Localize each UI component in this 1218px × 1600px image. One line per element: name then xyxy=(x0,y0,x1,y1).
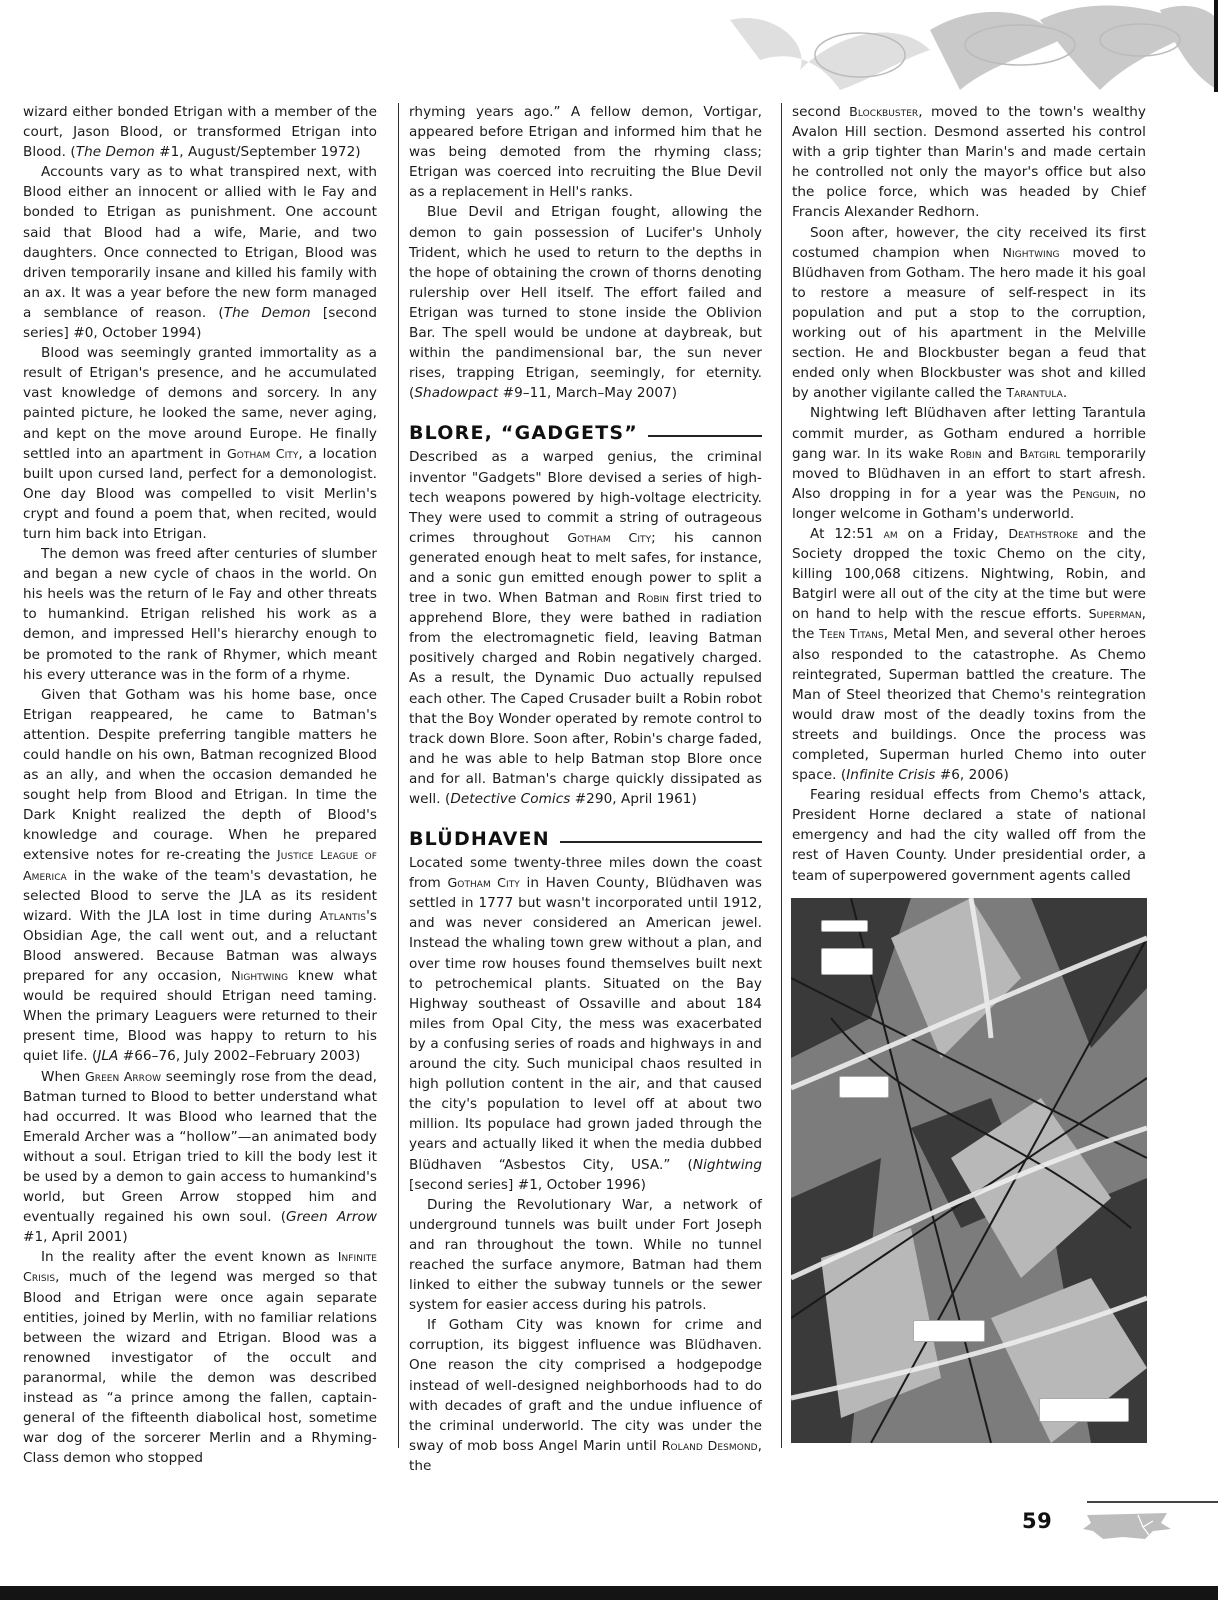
cross-reference: Superman xyxy=(1088,606,1142,622)
bottom-edge-bar xyxy=(0,1586,1218,1600)
entry-heading-bludhaven: BLÜDHAVEN xyxy=(409,827,762,851)
paragraph: Soon after, however, the city received its first costumed champion when Nightwing moved to Blüdhaven from Gotham. The hero made it his goal to restore a measure of self-respect in its population and put a stop to the corruption, working out of his apartment in the Melville section. He and Blockbuster began a feud that ended only when Blockbuster was shot and killed by another vigilante called the Tarantula. xyxy=(792,224,1146,402)
caption-box xyxy=(839,1076,889,1098)
cross-reference: Robin xyxy=(637,590,670,606)
heading-rule xyxy=(648,435,762,437)
caption-box xyxy=(821,948,873,975)
paragraph: During the Revolutionary War, a network of underground tunnels was built under Fort Joseph and ran throughout the town. While no tunnel reached the surface anymore, Batman had them linked to either the subway tunnels or the sewer system for easier access during his patrols. xyxy=(409,1196,762,1314)
paragraph: Nightwing left Blüdhaven after letting Tarantula commit murder, as Gotham endured a horrible gang war. In its wake Robin and Batgirl temporarily moved to Blüdhaven in an effort to start afresh. Also dropping in for a year was the Penguin, no longer welcome in Gotham's underworld. xyxy=(792,405,1147,522)
paragraph: Accounts vary as to what transpired next, with Blood either an innocent or allied with le Fay and bonded to Etrigan as punishment. One account said that Blood had a wife, Marie, and two daughters. Once connected to Etrigan, Blood was driven temporarily insane and killed his family with an ax. It was a year before the new form managed a semblance of reason. (The Demon [second series] #0, October 1994) xyxy=(23,164,377,342)
paragraph: Located some twenty-three miles down the coast from Gotham City in Haven County, Blüdhaven was settled in 1777 but wasn't incorporated until 1912, and was never considered an American jewel. Instead the whaling town grew without a plan, and over time row houses found themselves built next to petrochemical plants. Situated on the Bay Highway southeast of Ossaville and about 184 miles from Opal City, the mess was exacerbated by a confusing series of roads and highways in and around the city. Such municipal chaos resulted in high pollution content in the air, and that caused the city's population to level off at about two million. Its populace had grown jaded through the years and actually liked it when the media dubbed Blüdhaven “Asbestos City, USA.” (Nightwing [second series] #1, October 1996) xyxy=(409,855,762,1193)
paragraph: When Green Arrow seemingly rose from the dead, Batman turned to Blood to better understand what had occurred. It was Blood who learned that the Emerald Archer was a “hollow”—an animated body without a soul. Etrigan tried to kill the body lest it be used by a demon to gain access to humankind's world, but Green Arrow stopped him and eventually regained his own soul. (Green Arrow #1, April 2001) xyxy=(23,1068,377,1246)
caption-box xyxy=(1039,1398,1129,1422)
paragraph: If Gotham City was known for crime and corruption, its biggest influence was Blüdhaven. One reason the city comprised a hodgepodge instead of well-designed neighborhoods had to do with decades of graft and the undue influence of the criminal underworld. The city was under the sway of mob boss Angel Marin until Roland Desmond, the xyxy=(409,1317,762,1474)
footer-rule xyxy=(1087,1501,1218,1503)
cross-reference: Penguin xyxy=(1072,485,1116,501)
cross-reference: Gotham City xyxy=(567,529,652,545)
page-number: 59 xyxy=(1022,1509,1053,1533)
paragraph: At 12:51 am on a Friday, Deathstroke and the Society dropped the toxic Chemo on the city, killing 100,068 citizens. Nightwing, Robin, and Batgirl were all out of the city at the time but were on hand to help with the rescue efforts. Superman, the Teen Titans, Metal Men, and several other heroes also responded to the catastrophe. As Chemo reintegrated, Superman battled the creature. The Man of Steel theorized that Chemo's reintegration would draw most of the deadly toxins from the streets and buildings. Once the process was completed, Superman hurled Chemo into outer space. (Infinite Crisis #6, 2006) xyxy=(792,525,1146,784)
cross-reference: Blockbuster xyxy=(849,104,919,119)
caption-box xyxy=(821,920,868,932)
text-column-1 xyxy=(23,102,377,1468)
paragraph: The demon was freed after centuries of slumber and began a new cycle of chaos in the world. On his heels was the return of le Fay and other threats to humankind. Etrigan relished his work as a demon, and impressed Hell's hierarchy enough to be promoted to the rank of Rhymer, which meant his every utterance was in the form of a rhyme. xyxy=(23,546,377,683)
cross-reference: Deathstroke xyxy=(1008,525,1079,541)
caption-box xyxy=(913,1320,985,1342)
cross-reference: Gotham City xyxy=(447,875,520,891)
column-divider xyxy=(781,103,782,1448)
paragraph: Blue Devil and Etrigan fought, allowing the demon to gain possession of Lucifer's Unholy Trident, which he used to return to the depths in the hope of obtaining the crown of thorns denoting rulership over Hell itself. The effort failed and Etrigan was turned to stone inside the Oblivion Bar. The spell would be undone at daybreak, but within the pandimensional bar, the sun never rises, trapping Etrigan, seemingly, for eternity. (Shadowpact #9–11, March–May 2007) xyxy=(409,204,762,402)
paragraph: rhyming years ago.” A fellow demon, Vortigar, appeared before Etrigan and informed him that he was being demoted from the rhyming class; Etrigan was coerced into recruiting the Blue Devil as a replacement in Hell's ranks. xyxy=(409,104,762,201)
cross-reference: Nightwing xyxy=(231,968,289,984)
cross-reference: Green Arrow xyxy=(84,1068,162,1084)
paragraph: second Blockbuster, moved to the town's wealthy Avalon Hill section. Desmond asserted his control with a grip tighter than Marin's and made certain he controlled not only the mayor's office but also the police force, which was headed by Chief Francis Alexander Redhorn. xyxy=(792,104,1146,221)
cross-reference: Nightwing xyxy=(1002,244,1060,260)
column-divider xyxy=(398,103,399,1448)
cross-reference: Infinite Crisis xyxy=(23,1249,377,1285)
decorative-splash-icon xyxy=(1083,1507,1173,1541)
cross-reference: Teen Titans xyxy=(819,626,884,642)
paragraph: Blood was seemingly granted immortality as a result of Etrigan's presence, and he accumulated vast knowledge of demons and sorcery. In any painted picture, he looked the same, never aging, and kept on the move around Europe. He finally settled into an apartment in Gotham City, a location built upon cursed land, perfect for a demonologist. One day Blood was compelled to visit Merlin's crypt and found a poem that, when recited, would turn him back into Etrigan. xyxy=(23,345,377,542)
paragraph: Given that Gotham was his home base, once Etrigan reappeared, he came to Batman's attention. Despite preferring tangible matters he could handle on his own, Batman recognized Blood as an ally, and when the occasion demanded he sought help from Blood and Etrigan. In time the Dark Knight realized the depth of Blood's knowledge and courage. When he prepared extensive notes for re-creating the Justice League of America in the wake of the team's devastation, he selected Blood to serve the JLA as its resident wizard. With the JLA lost in time during Atlantis's Obsidian Age, the call went out, and a reluctant Blood answered. Because Batman was always prepared for any occasion, Nightwing knew what would be required should Etrigan need taming. When the primary Leaguers were returned to their present time, Blood was happy to return to his quiet life. (JLA #66–76, July 2002–February 2003) xyxy=(23,686,377,1065)
text-column-2 xyxy=(409,102,762,1476)
text-column-3 xyxy=(792,102,1146,886)
paragraph: In the reality after the event known as Infinite Crisis, much of the legend was merged so that Blood and Etrigan were once again separate entities, joined by Merlin, with no familiar relations between the wizard and Etrigan. Blood was a renowned investigator of the occult and paranormal, while the demon was described instead as “a prince among the fallen, captain-general of the fifteenth diabolical host, sometime war dog of the sorcerer Merlin and a Rhyming-Class demon who stopped xyxy=(23,1249,377,1467)
cross-reference: Atlantis xyxy=(319,907,367,923)
paragraph: Described as a warped genius, the criminal inventor "Gadgets" Blore devised a series of high-tech weapons powered by high-voltage electricity. They were used to commit a string of outrageous crimes throughout Gotham City; his cannon generated enough heat to melt safes, for instance, and a sonic gun emitted enough power to split a tree in two. When Batman and Robin first tried to apprehend Blore, they were bathed in radiation from the electromagnetic field, leaving Batman positively charged and Robin negatively charged. As a result, the Dynamic Duo actually repulsed each other. The Caped Crusader built a Robin robot that the Boy Wonder operated by remote control to track down Blore. Soon after, Robin's charge faded, and he was able to help Batman stop Blore once and for all. Batman's charge quickly dissipated as well. (Detective Comics #290, April 1961) xyxy=(409,449,763,807)
paragraph: wizard either bonded Etrigan with a member of the court, Jason Blood, or transformed Etrigan into Blood. (The Demon #1, August/September 1972) xyxy=(23,104,377,161)
heading-rule xyxy=(560,841,762,843)
entry-heading-blore: BLORE, “GADGETS” xyxy=(409,421,762,445)
cross-reference: Robin xyxy=(949,445,982,461)
cross-reference: Tarantula xyxy=(1006,385,1063,401)
cross-reference: Roland Desmond xyxy=(661,1437,758,1453)
decorative-flourish-icon xyxy=(600,0,1218,92)
cross-reference: Justice League of America xyxy=(23,847,377,883)
city-artwork xyxy=(791,898,1147,1443)
paragraph: Fearing residual effects from Chemo's attack, President Horne declared a state of national emergency and had the city walled off from the rest of Haven County. Under presidential order, a team of superpowered government agents called xyxy=(792,787,1146,884)
comic-illustration-bludhaven xyxy=(791,898,1147,1443)
cross-reference: Batgirl xyxy=(1019,445,1061,461)
cross-reference: Gotham City xyxy=(226,445,299,461)
